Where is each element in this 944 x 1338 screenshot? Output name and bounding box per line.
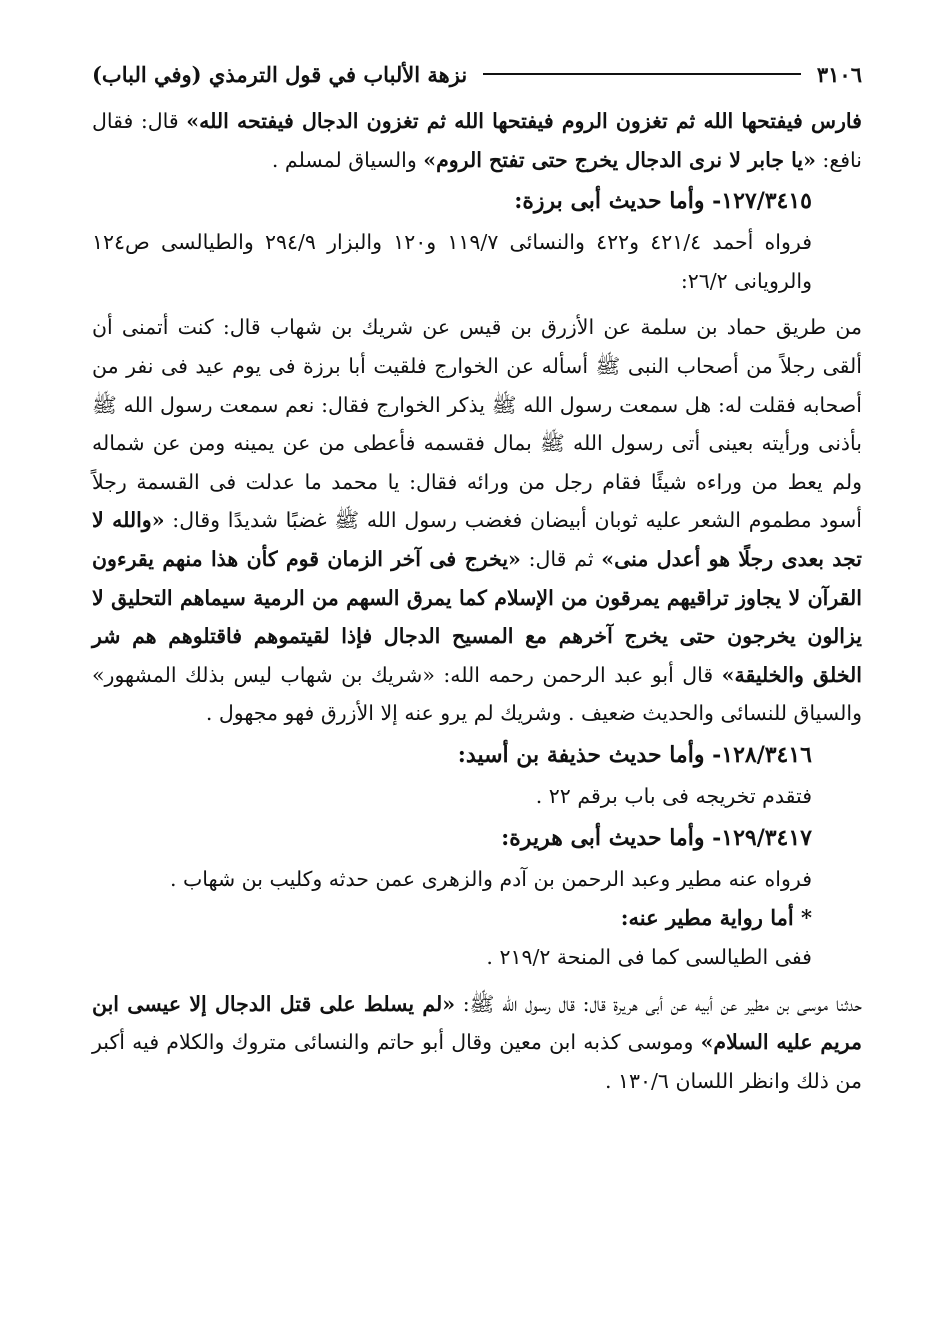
paragraph-4: فتقدم تخريجه فى باب برقم ٢٢ . bbox=[535, 783, 812, 808]
text-run: قال أبو عبد الرحمن رحمه الله: «شريك بن شهاب ليس بذلك المشهور» والسياق للنسائى والحديث ضعيف . وشريك لم يرو عنه إلا الأزرق فهو مجهول . bbox=[92, 662, 862, 726]
text-run: حدثنا موسى بن مطير عن أبيه عن أبى هريرة قال: قال رسول الله ﷺ: bbox=[455, 991, 862, 1016]
text-run: قال: فقال نافع: bbox=[92, 109, 862, 172]
paragraph-7 bbox=[92, 985, 862, 1101]
section-heading-abi-hurayra: ١٢٩/٣٤١٧- وأما حديث أبى هريرة: bbox=[501, 824, 812, 851]
hadith-text: «يخرج فى آخر الزمان قوم كأن هذا منهم يقرءون القرآن لا يجاوز تراقيهم يمرقون من الإسلام كما يمرق السهم من الرمية سيماهم التحليق لا يزالون يخرجون حتى يخرج آخرهم مع المسيح الدجال فإذا لقيتموهم فاقتلوهم هم شر الخلق والخليقة» bbox=[92, 546, 862, 687]
hadith-text: فارس فيفتحها الله ثم تغزون الروم فيفتحها الله ثم تغزون الدجال فيفتحه الله» bbox=[186, 109, 862, 133]
text-run: من طريق حماد بن سلمة عن الأزرق بن قيس عن شريك بن شهاب قال: كنت أتمنى أن ألقى رجلاً من أصحاب النبى ﷺ أسأله عن الخوارج فلقيت أبا برزة فى يوم عيد فى نفر من أصحابه فقلت له: هل سمعت رسول الله ﷺ يذكر الخوارج فقال: نعم سمعت رسول الله ﷺ بأذنى ورأيته بعينى أتى رسول الله ﷺ بمال فقسمه فأعطى من عن يمينه ومن عن شماله ولم يعط من وراءه شيئًا فقام رجل من ورائه فقال: يا محمد ما عدلت فى القسمة رجلاً أسود مطموم الشعر عليه ثوبان أبيضان فغضب رسول الله ﷺ غضبًا شديدًا وقال: bbox=[92, 315, 862, 533]
paragraph-1 bbox=[92, 102, 862, 179]
text-run: وموسى كذبه ابن معين وقال أبو حاتم والنسائى متروك والكلام فيه أكبر من ذلك وانظر اللسان ١٣٠/٦ . bbox=[92, 1030, 862, 1093]
page-body bbox=[92, 102, 862, 1100]
hadith-text: «يا جابر لا نرى الدجال يخرج حتى تفتح الروم» bbox=[423, 147, 816, 172]
text-run: ثم قال: bbox=[520, 546, 602, 571]
sub-heading-mutayr: * أما رواية مطير عنه: bbox=[620, 905, 812, 931]
page-number: ٣١٠٦ bbox=[816, 61, 862, 87]
paragraph-3 bbox=[92, 308, 862, 733]
page-header bbox=[92, 56, 862, 92]
book-title: نزهة الألباب في قول الترمذي (وفي الباب) bbox=[92, 61, 468, 87]
section-heading-abi-barza: ١٢٧/٣٤١٥- وأما حديث أبى برزة: bbox=[514, 188, 812, 215]
text-run: والسياق لمسلم . bbox=[271, 147, 424, 172]
paragraph-6: ففى الطيالسى كما فى المنحة ٢١٩/٢ . bbox=[486, 945, 812, 970]
hadith-text: «لم يسلط على قتل الدجال إلا عيسى ابن مريم عليه السلام» bbox=[92, 991, 863, 1055]
section-heading-hudhayfa: ١٢٨/٣٤١٦- وأما حديث حذيفة بن أسيد: bbox=[457, 741, 812, 768]
header-rule bbox=[483, 73, 801, 75]
paragraph-2: فرواه أحمد ٤٢١/٤ و٤٢٢ والنسائى ١١٩/٧ و١٢٠ والبزار ٢٩٤/٩ والطيالسى ص١٢٤ والرويانى ٢٦/٢: bbox=[92, 230, 813, 293]
hadith-text: «والله لا تجد بعدى رجلًا هو أعدل منى» bbox=[92, 508, 863, 571]
paragraph-5: فرواه عنه مطير وعبد الرحمن بن آدم والزهرى عمن حدثه وكليب بن شهاب . bbox=[169, 866, 812, 891]
